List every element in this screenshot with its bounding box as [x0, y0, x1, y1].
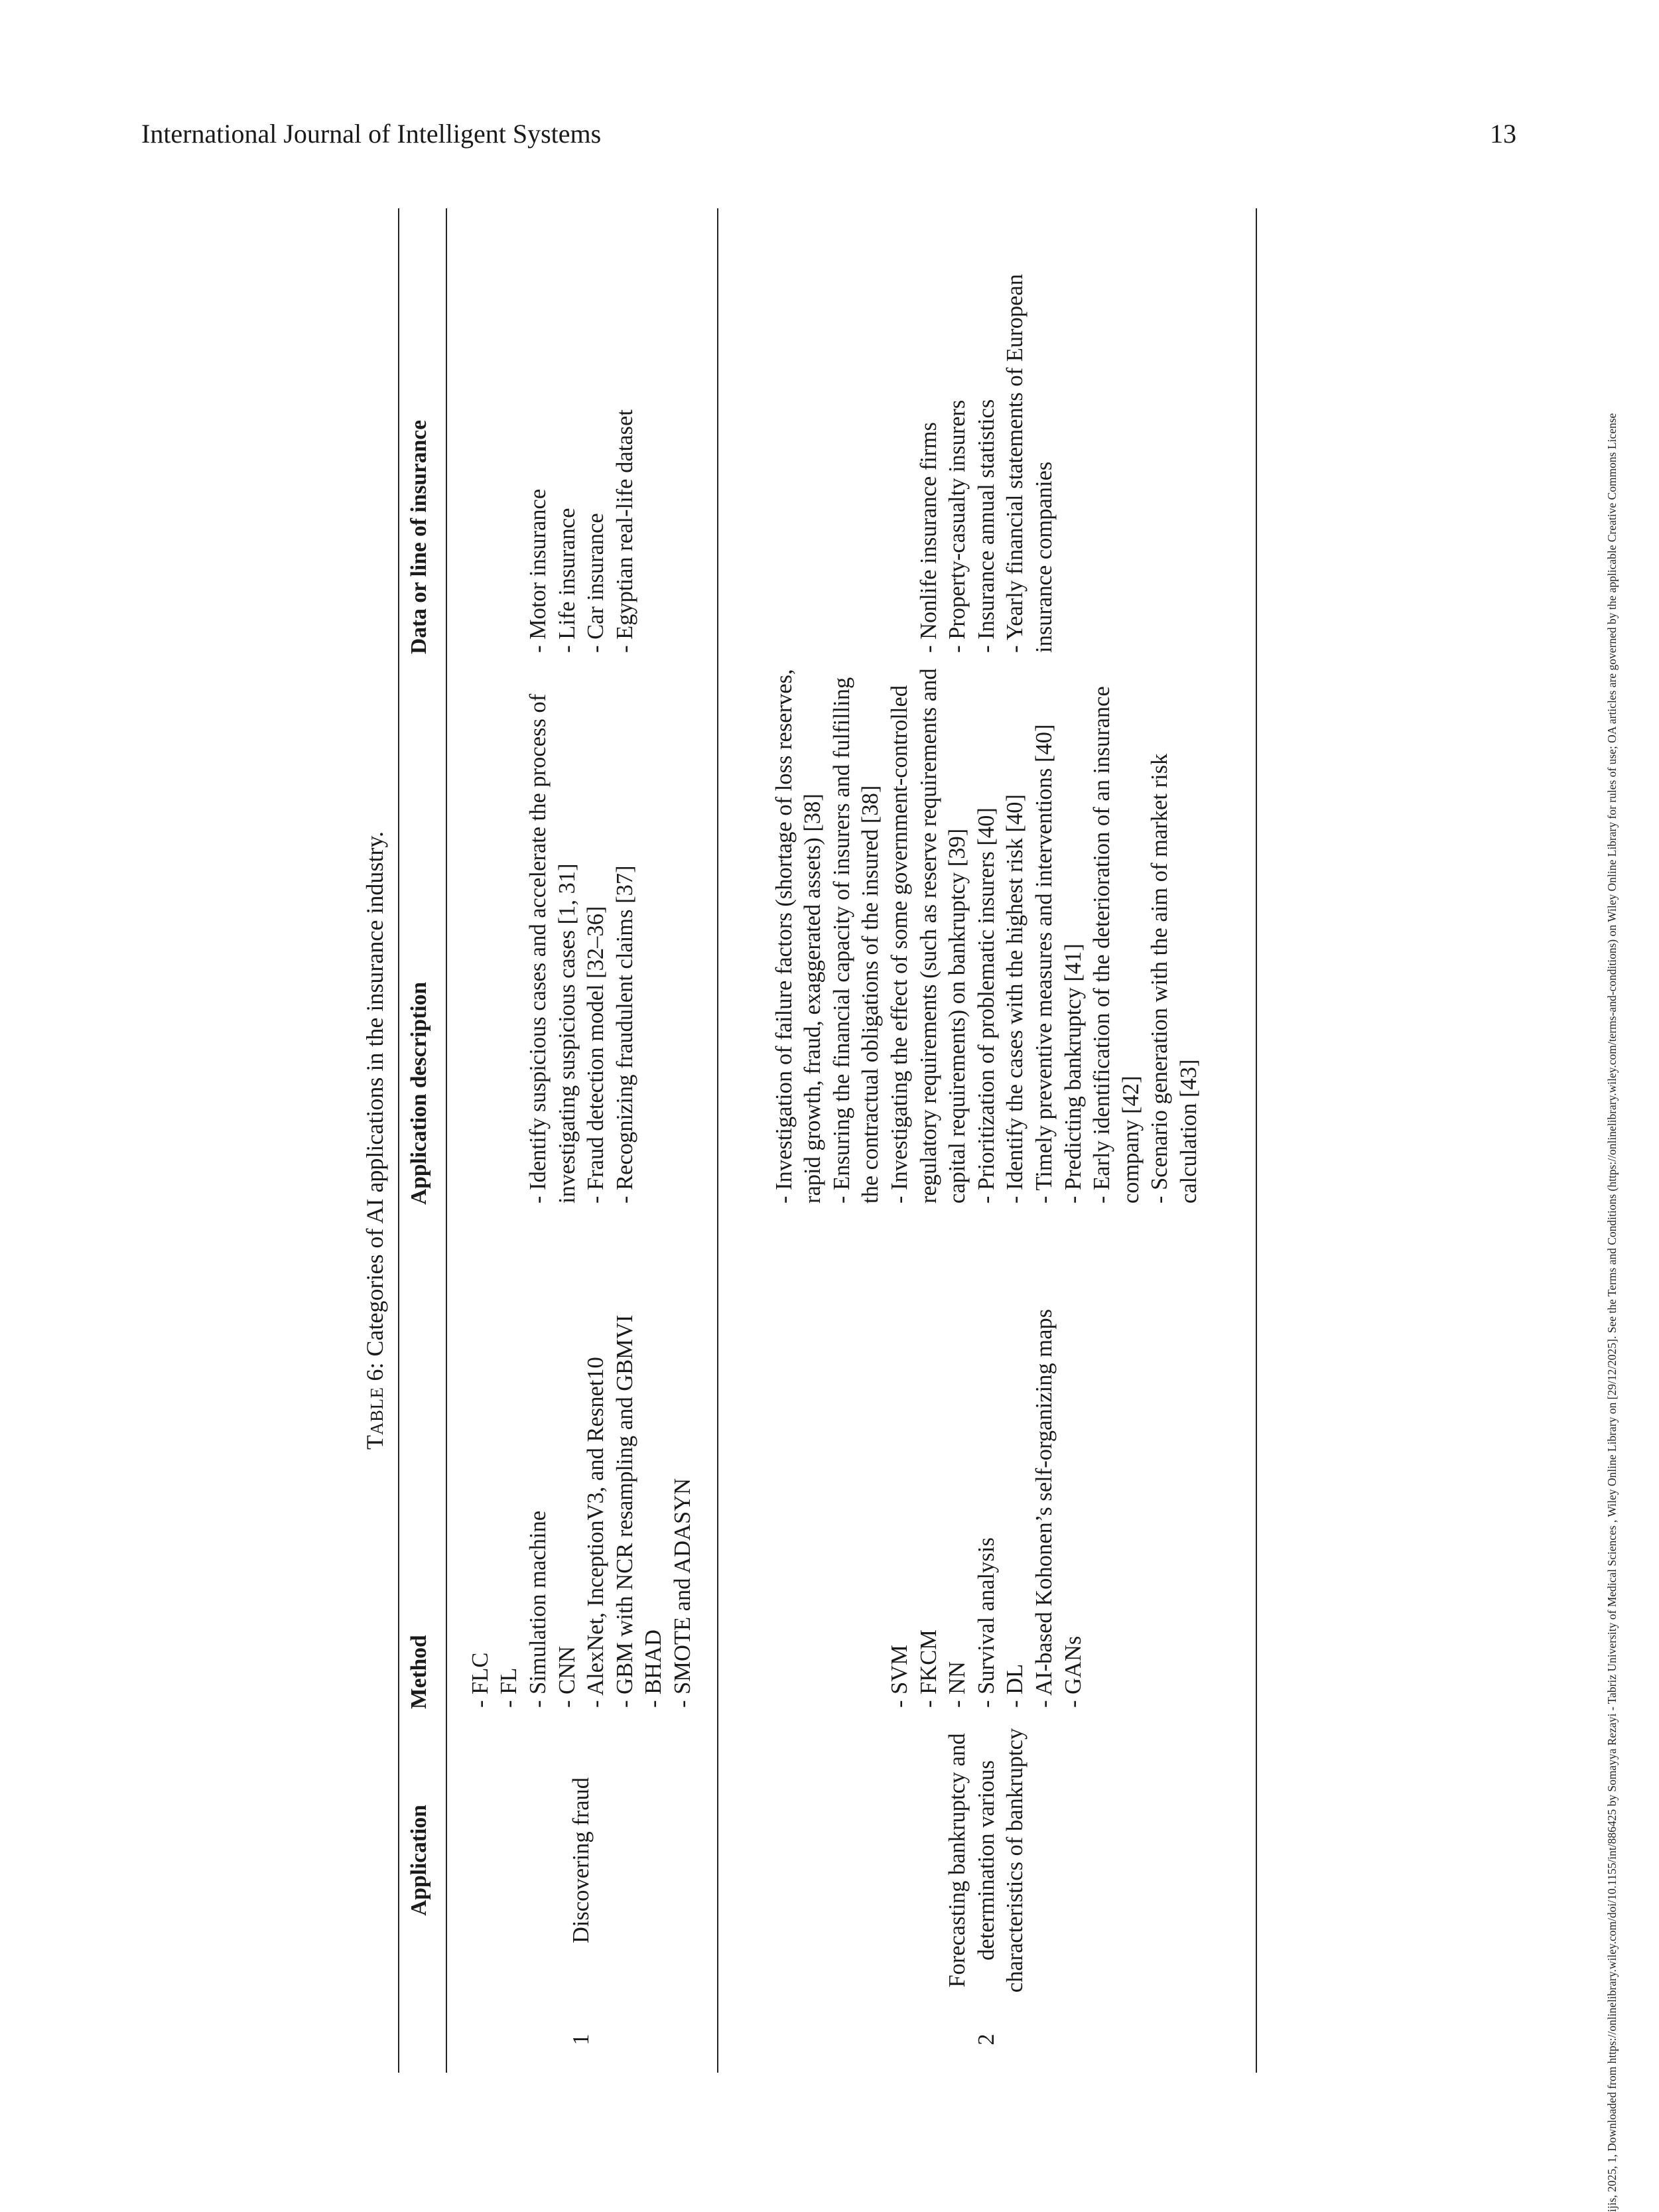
page-number: 13: [1490, 119, 1516, 149]
caption-label-first: T: [362, 1435, 388, 1450]
description-item: - Predicting bankruptcy [41]: [1060, 943, 1086, 1204]
description-item: - Scenario generation with the aim of market risk calculation [43]: [1147, 753, 1201, 1204]
header-number: [399, 2006, 446, 2073]
method-item: - SVM: [887, 1645, 913, 1708]
caption-text: Categories of AI applications in the insurance industry.: [362, 831, 388, 1357]
table-row: [446, 208, 718, 2073]
description-item: - Recognizing fraudulent claims [37]: [612, 865, 637, 1204]
row-application: Forecasting bankruptcy and determination various characteristics of bankruptcy: [718, 1714, 1256, 2006]
header-application: Application: [399, 1714, 446, 2006]
caption-number: 6:: [362, 1362, 388, 1381]
row-methods: [718, 1210, 1256, 1714]
data-item: - Motor insurance: [525, 488, 551, 653]
method-item: - NN: [945, 1661, 970, 1708]
download-side-note: ijis, 2025, 1, Downloaded from https://onlinelibrary.wiley.com/doi/10.1155/int/886425 by Somayya Rezayi - Tabriz University of Medical Sciences , Wiley Online Library on [29/12/2025]. See the Terms and Conditions (https://onlinelibrary.wiley.com/terms-and-conditions) on Wiley Online Library for rules of use; OA articles are governed by the applicable Creative Commons License: [1605, 413, 1619, 2212]
method-item: - CNN: [554, 1646, 580, 1708]
ai-applications-table: [398, 208, 1257, 2073]
row-number: 2: [718, 2006, 1256, 2073]
data-item: - Car insurance: [583, 513, 609, 653]
method-item: - Simulation machine: [525, 1510, 551, 1708]
method-item: - FLC: [467, 1652, 493, 1708]
method-item: - FKCM: [915, 1629, 941, 1708]
method-item: - AI-based Kohonen’s self-organizing maps: [1031, 1308, 1057, 1708]
method-item: - AlexNet, InceptionV3, and Resnet10: [583, 1357, 609, 1708]
row-methods: [446, 1210, 718, 1714]
description-item: - Ensuring the financial capacity of insurers and fulfilling the contractual obligations of the insured [38]: [829, 677, 884, 1204]
data-item: - Insurance annual statistics: [973, 399, 999, 653]
method-item: - DL: [1002, 1663, 1028, 1708]
row-descriptions: [446, 659, 718, 1210]
table-row: [718, 208, 1256, 2073]
header-description: Application description: [399, 659, 446, 1210]
description-item: - Identify suspicious cases and accelerate the process of investigating suspicious cases [1, 31]: [525, 693, 580, 1204]
row-descriptions: [718, 659, 1256, 1210]
description-item: - Investigation of failure factors (shortage of loss reserves, rapid growth, fraud, exaggerated assets) [38]: [771, 669, 826, 1204]
row-data: [446, 208, 718, 659]
method-item: - FL: [496, 1667, 522, 1708]
description-item: - Fraud detection model [32–36]: [583, 906, 609, 1204]
row-application: Discovering fraud: [446, 1714, 718, 2006]
header-data: Data or line of insurance: [399, 208, 446, 659]
rotated-table-block: [352, 208, 1307, 2073]
data-item: - Yearly financial statements of European insurance companies: [1002, 274, 1057, 653]
description-item: - Timely preventive measures and interventions [40]: [1031, 724, 1057, 1204]
method-item: - BHAD: [641, 1629, 667, 1708]
data-item: - Property-casualty insurers: [945, 399, 970, 653]
table-caption: [352, 208, 398, 2073]
caption-label-rest: ABLE: [367, 1387, 387, 1435]
description-item: - Early identification of the deterioration of an insurance company [42]: [1089, 686, 1144, 1204]
row-number: 1: [446, 2006, 718, 2073]
method-item: - SMOTE and ADASYN: [669, 1478, 695, 1708]
row-data: [718, 208, 1256, 659]
description-item: - Investigating the effect of some government-controlled regulatory requirements (such as reserve requirements and capital requirements) on bankruptcy [39]: [887, 668, 970, 1204]
table-header-row: [399, 208, 446, 2073]
method-item: - GBM with NCR resampling and GBMVI: [612, 1314, 637, 1708]
header-method: Method: [399, 1210, 446, 1714]
description-item: - Prioritization of problematic insurers [40]: [973, 807, 999, 1204]
data-item: - Nonlife insurance firms: [915, 422, 941, 653]
description-item: - Identify the cases with the highest risk [40]: [1002, 794, 1028, 1204]
method-item: - Survival analysis: [973, 1537, 999, 1708]
data-item: - Life insurance: [554, 508, 580, 653]
journal-title: International Journal of Intelligent Systems: [141, 119, 602, 149]
data-item: - Egyptian real-life dataset: [612, 409, 637, 653]
method-item: - GANs: [1060, 1635, 1086, 1708]
